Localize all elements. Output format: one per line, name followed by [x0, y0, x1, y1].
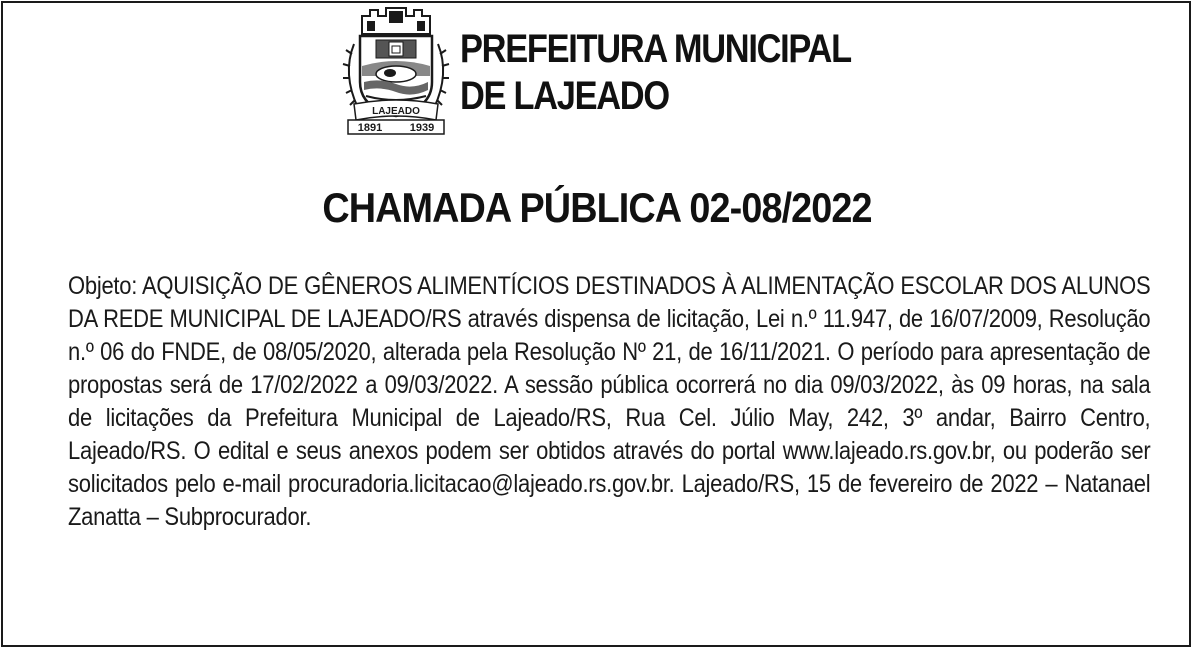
org-name-line2: DE LAJEADO — [460, 74, 669, 118]
org-name-line1: PREFEITURA MUNICIPAL — [460, 27, 851, 71]
header — [0, 4, 1194, 136]
organization-name — [460, 26, 851, 120]
crest-ribbon-label: LAJEADO — [372, 106, 420, 117]
crown-shape — [362, 8, 430, 34]
notice-title: CHAMADA PÚBLICA 02-08/2022 — [322, 184, 872, 231]
municipal-crest-icon — [340, 4, 452, 136]
crest-year-left: 1891 — [357, 122, 383, 134]
notice-body: Objeto: AQUISIÇÃO DE GÊNEROS ALIMENTÍCIOS DESTINADOS À ALIMENTAÇÃO ESCOLAR DOS ALUNOS DA REDE MUNICIPAL DE LAJEADO/RS através dispensa de licitação, Lei n.º 11.947, de 16/07/2009, Resolução n.º 06 do FNDE, de 08/05/2020, alterada pela Resolução Nº 21, de 16/11/2021. O período para apresentação de propostas será de 17/02/2022 a 09/03/2022. A sessão pública ocorrerá no dia 09/03/2022, às 09 horas, na sala de licitações da Prefeitura Municipal de Lajeado/RS, Rua Cel. Júlio May, 242, 3º andar, Bairro Centro, Lajeado/RS. O edital e seus anexos podem ser obtidos através do portal www.lajeado.rs.gov.br, ou poderão ser solicitados pelo e-mail procuradoria.licitacao@lajeado.rs.gov.br. Lajeado/RS, 15 de fevereiro de 2022 – Natanael Zanatta – Subprocurador. — [68, 272, 1151, 531]
crest-year-right: 1939 — [409, 122, 435, 134]
